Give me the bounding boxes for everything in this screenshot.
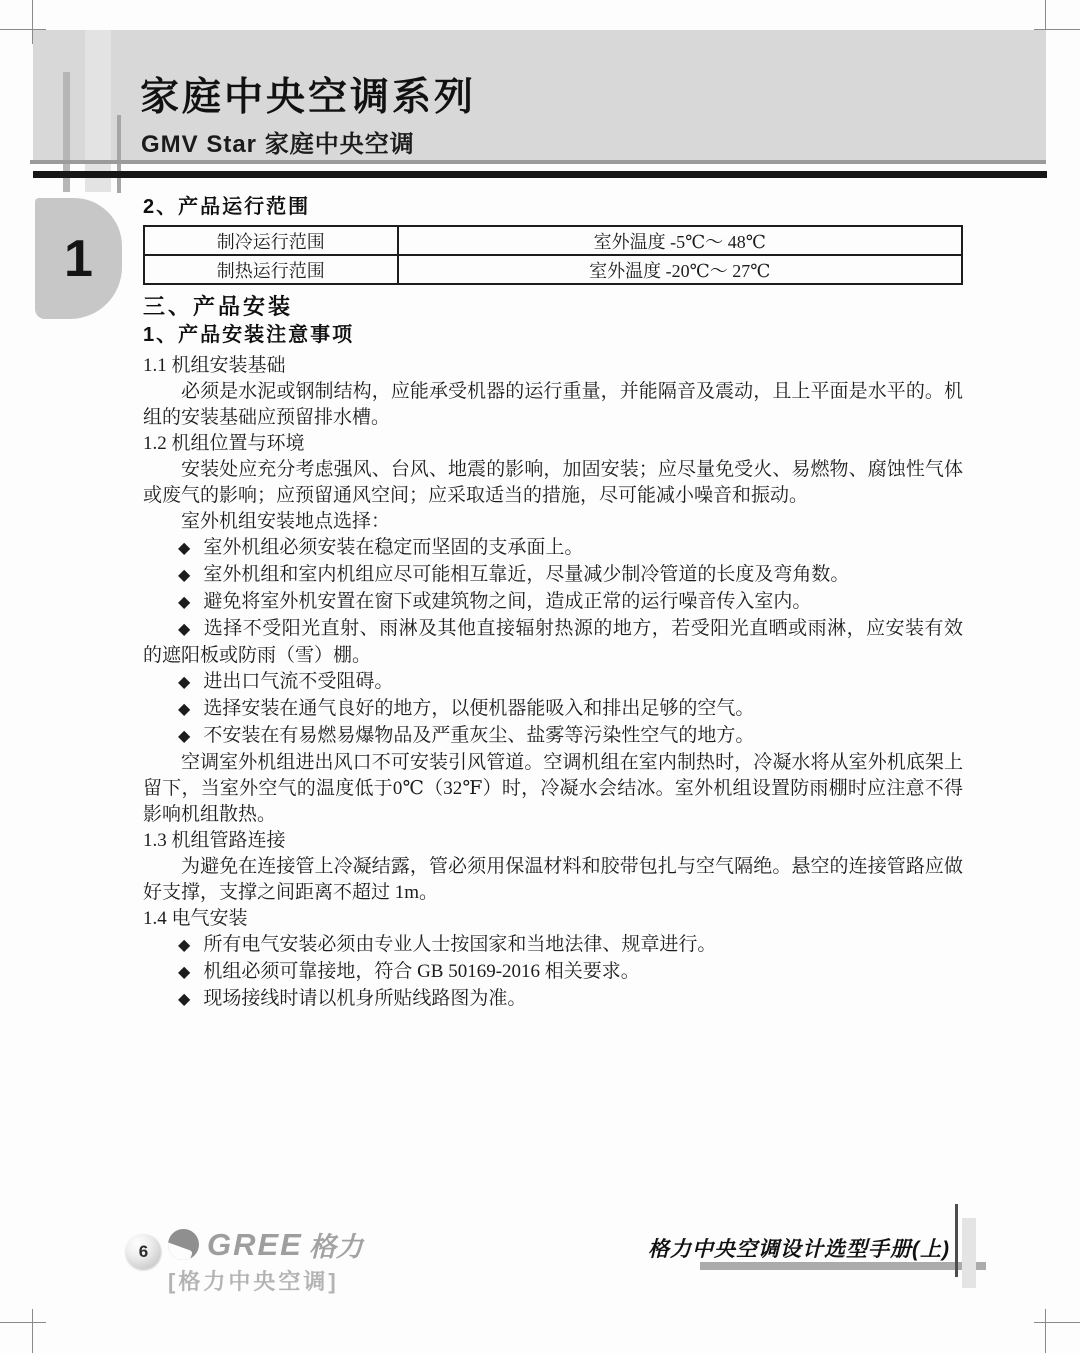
- gree-logo-row: [168, 1225, 363, 1264]
- chapter-tab: [35, 198, 122, 319]
- paragraph: 安装处应充分考虑强风、台风、地震的影响，加固安装；应尽量免受火、易燃物、腐蚀性气体或废气的影响；应预留通风空间；应采取适当的措施，尽可能减小噪音和振动。: [143, 459, 963, 506]
- diamond-bullet-icon: ◆: [178, 567, 191, 584]
- series-title: 家庭中央空调系列: [140, 76, 477, 119]
- sub-heading: 1.3 机组管路连接: [143, 830, 286, 851]
- paragraph: 室外机组安装地点选择：: [181, 511, 391, 532]
- bullet-item: [143, 616, 963, 669]
- header-decoration-bar: [117, 115, 121, 193]
- header-black-rule: [33, 171, 1047, 178]
- sub-heading: 1.2 机组位置与环境: [143, 433, 305, 454]
- diamond-bullet-icon: ◆: [178, 540, 191, 557]
- header-decoration-bar: [85, 30, 111, 192]
- paragraph: 空调室外机组进出风口不可安装引风管道。空调机组在室内制热时，冷凝水将从室外机底架上留下，当室外空气的温度低于0℃（32℉）时，冷凝水会结冰。室外机组设置防雨棚时应注意不得影响机组散热。: [143, 752, 963, 825]
- diamond-bullet-icon: ◆: [178, 728, 191, 745]
- footer-vertical-line: [955, 1204, 958, 1277]
- bullet-text: 所有电气安装必须由专业人士按国家和当地法律、规章进行。: [203, 934, 717, 955]
- bullet-item: [143, 669, 963, 696]
- section-heading: 1、产品安装注意事项: [143, 324, 355, 346]
- bullet-text: 进出口气流不受阻碍。: [203, 671, 394, 692]
- diamond-bullet-icon: ◆: [178, 937, 191, 954]
- crop-mark: [1034, 1322, 1080, 1323]
- bullet-text: 不安装在有易燃易爆物品及严重灰尘、盐雾等污染性空气的地方。: [203, 725, 755, 746]
- header-gray-rule: [30, 160, 1046, 164]
- operating-range-table: [143, 225, 963, 285]
- gree-logo-script: 格力: [308, 1232, 363, 1262]
- crop-mark: [32, 1309, 33, 1353]
- page-number-badge: [126, 1234, 161, 1269]
- gree-logo-subtitle: [格力中央空调]: [168, 1269, 339, 1294]
- range-value-cell: 室外温度 -20℃～ 27℃: [398, 255, 962, 284]
- gree-logo: [168, 1225, 363, 1296]
- diamond-bullet-icon: ◆: [178, 701, 191, 718]
- bullet-item: [143, 723, 963, 750]
- sub-heading: 1.1 机组安装基础: [143, 355, 286, 376]
- crop-mark: [1045, 1309, 1046, 1353]
- bullet-text: 避免将室外机安置在窗下或建筑物之间，造成正常的运行噪音传入室内。: [203, 591, 812, 612]
- bullet-item: [143, 932, 963, 959]
- series-subtitle: GMV Star 家庭中央空调: [141, 131, 415, 158]
- bullet-text: 现场接线时请以机身所贴线路图为准。: [203, 988, 527, 1009]
- gree-logo-icon: [168, 1229, 199, 1260]
- gree-logo-text: GREE: [207, 1226, 303, 1262]
- bullet-text: 机组必须可靠接地，符合 GB 50169-2016 相关要求。: [203, 961, 640, 982]
- table-row: [144, 226, 962, 255]
- bullet-item: [143, 589, 963, 616]
- bullet-item: [143, 562, 963, 589]
- bullet-text: 选择安装在通气良好的地方，以便机器能吸入和排出足够的空气。: [203, 698, 755, 719]
- crop-mark: [0, 1322, 46, 1323]
- section-heading-major: 三、产品安装: [143, 294, 294, 319]
- handbook-underline: [700, 1262, 986, 1270]
- diamond-bullet-icon: ◆: [178, 964, 191, 981]
- bullet-item: [143, 696, 963, 723]
- handbook-title: 格力中央空调设计选型手册(上): [648, 1238, 950, 1261]
- range-label-cell: 制热运行范围: [144, 255, 398, 284]
- diamond-bullet-icon: ◆: [178, 991, 191, 1008]
- bullet-item: [143, 986, 963, 1013]
- bullet-item: [143, 959, 963, 986]
- document-body: [143, 196, 963, 1013]
- footer-vertical-bar: [962, 1218, 976, 1288]
- paragraph: 为避免在连接管上冷凝结露，管必须用保温材料和胶带包扎与空气隔绝。悬空的连接管路应做好支撑，支撑之间距离不超过 1m。: [143, 856, 963, 903]
- diamond-bullet-icon: ◆: [178, 674, 191, 691]
- range-label-cell: 制冷运行范围: [144, 226, 398, 255]
- sub-heading: 1.4 电气安装: [143, 908, 248, 929]
- diamond-bullet-icon: ◆: [178, 621, 191, 638]
- paragraph: 必须是水泥或钢制结构，应能承受机器的运行重量，并能隔音及震动，且上平面是水平的。机组的安装基础应预留排水槽。: [143, 381, 963, 428]
- section-heading: 2、产品运行范围: [143, 196, 311, 218]
- bullet-text: 选择不受阳光直射、雨淋及其他直接辐射热源的地方，若受阳光直晒或雨淋，应安装有效的遮阳板或防雨（雪）棚。: [143, 618, 963, 666]
- diamond-bullet-icon: ◆: [178, 594, 191, 611]
- table-row: [144, 255, 962, 284]
- page-number: 6: [138, 1241, 149, 1261]
- bullet-text: 室外机组和室内机组应尽可能相互靠近，尽量减少制冷管道的长度及弯角数。: [203, 564, 850, 585]
- bullet-text: 室外机组必须安装在稳定而坚固的支承面上。: [203, 537, 584, 558]
- bullet-item: [143, 535, 963, 562]
- range-value-cell: 室外温度 -5℃～ 48℃: [398, 226, 962, 255]
- chapter-number: 1: [64, 229, 93, 288]
